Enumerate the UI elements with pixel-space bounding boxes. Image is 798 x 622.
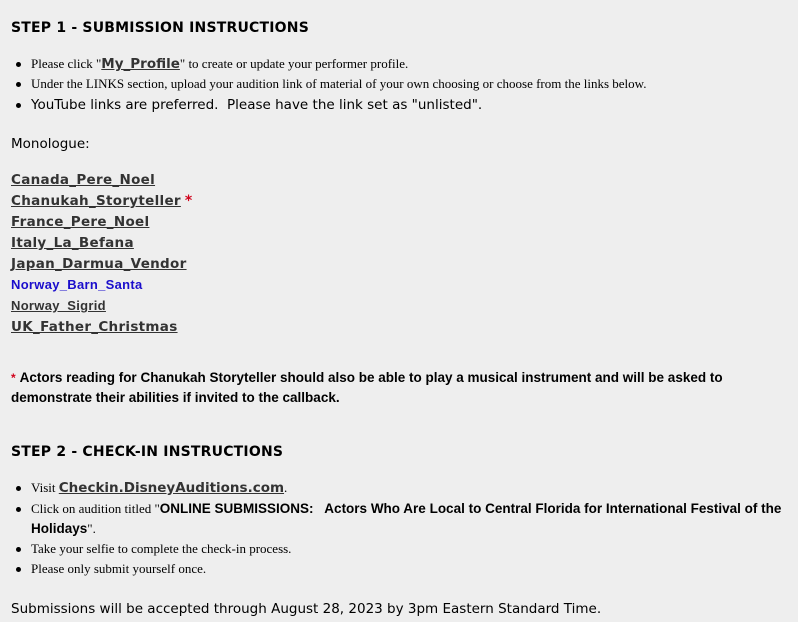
list-item [11, 315, 192, 336]
my-profile-link[interactable]: My_Profile [101, 56, 180, 72]
item-text: ". [87, 521, 96, 536]
monologue-link-norway-sigrid[interactable]: Norway_Sigrid [11, 298, 106, 313]
item-text: Please click " [31, 56, 102, 71]
list-item [11, 94, 793, 116]
step2-heading: STEP 2 - CHECK-IN INSTRUCTIONS [11, 444, 284, 460]
item-text: " to create or update your performer profile. [179, 56, 409, 71]
list-item [11, 294, 192, 315]
note-asterisk: * [11, 371, 16, 385]
monologue-link-uk[interactable]: UK_Father_Christmas [11, 319, 178, 335]
monologue-links-list [11, 168, 192, 336]
item-text: Please only submit yourself once. [31, 561, 207, 576]
monologue-link-canada[interactable]: Canada_Pere_Noel [11, 172, 156, 188]
list-item [11, 231, 192, 252]
list-item [11, 559, 793, 579]
step1-instructions-list [11, 54, 793, 116]
list-item [11, 54, 793, 74]
audition-title: ONLINE SUBMISSIONS: Actors Who Are Local to Central Florida for International Festival of the Holidays [31, 501, 786, 536]
note-text: Actors reading for Chanukah Storyteller should also be able to play a musical instrument and will be asked to demonstrate their abilities if invited to the callback. [11, 370, 723, 405]
item-text: Visit [31, 480, 59, 495]
list-item [11, 499, 793, 539]
submission-deadline: Submissions will be accepted through August 28, 2023 by 3pm Eastern Standard Time. [11, 601, 602, 617]
step2-instructions-list [11, 478, 793, 579]
list-item [11, 189, 192, 210]
monologue-link-france[interactable]: France_Pere_Noel [11, 214, 150, 230]
list-item [11, 210, 192, 231]
monologue-label: Monologue: [11, 136, 90, 152]
item-text: Take your selfie to complete the check-in process. [31, 541, 292, 556]
item-text: . [284, 480, 288, 495]
required-asterisk: * [184, 193, 193, 209]
step1-heading: STEP 1 - SUBMISSION INSTRUCTIONS [11, 20, 309, 36]
list-item [11, 539, 793, 559]
checkin-link[interactable]: Checkin.DisneyAuditions.com [58, 480, 285, 496]
monologue-link-japan[interactable]: Japan_Darmua_Vendor [11, 256, 187, 272]
list-item [11, 168, 192, 189]
monologue-link-chanukah[interactable]: Chanukah_Storyteller [11, 193, 181, 209]
list-item [11, 74, 793, 94]
chanukah-note [11, 368, 786, 408]
monologue-link-norway-barn-santa[interactable]: Norway_Barn_Santa [11, 277, 143, 292]
list-item [11, 478, 793, 499]
item-text: Click on audition titled " [31, 501, 160, 516]
list-item [11, 273, 192, 294]
list-item [11, 252, 192, 273]
item-text: Under the LINKS section, upload your audition link of material of your own choosing or choose from the links below. [31, 76, 647, 91]
item-text: YouTube links are preferred. Please have the link set as "unlisted". [31, 97, 483, 113]
monologue-link-italy[interactable]: Italy_La_Befana [11, 235, 134, 251]
